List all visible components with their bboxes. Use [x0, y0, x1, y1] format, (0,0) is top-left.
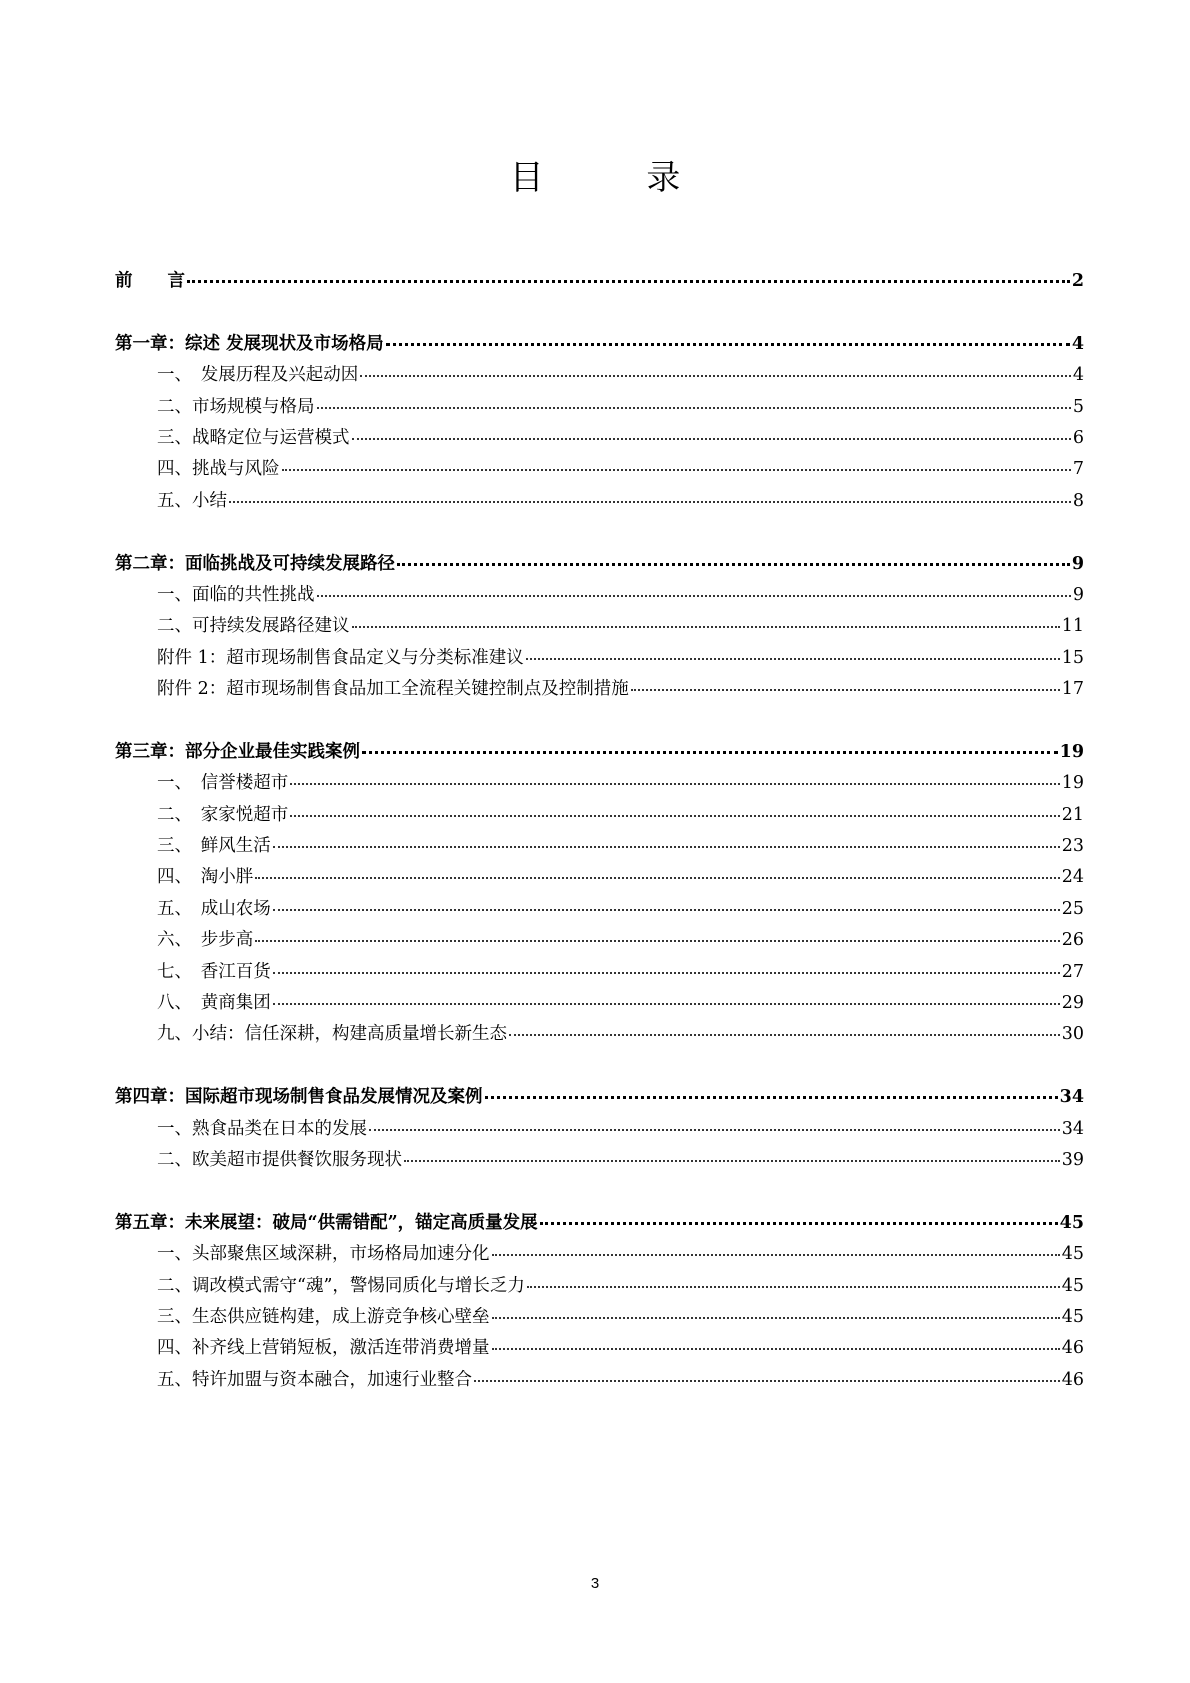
toc-entry-label: 四、挑战与风险 [157, 459, 280, 480]
toc-entry-page: 45 [1061, 1275, 1084, 1296]
toc-entry-page: 23 [1061, 836, 1084, 857]
dot-leader [474, 1379, 1060, 1382]
dot-leader [492, 1253, 1060, 1256]
dot-leader [255, 876, 1059, 879]
toc-section-entry[interactable] [115, 1303, 1084, 1334]
dot-leader [492, 1316, 1060, 1319]
table-of-contents [115, 267, 1084, 1397]
toc-section-entry[interactable] [115, 1020, 1084, 1051]
toc-entry-page: 39 [1061, 1149, 1084, 1170]
toc-section-entry[interactable] [115, 958, 1084, 989]
toc-section-entry[interactable] [115, 675, 1084, 706]
toc-entry-page: 25 [1061, 898, 1084, 919]
toc-entry-label: 三、 鲜风生活 [157, 836, 271, 857]
dot-leader [273, 1002, 1060, 1005]
toc-section-entry[interactable] [115, 1115, 1084, 1146]
toc-entry-page: 9 [1072, 584, 1084, 605]
dot-leader [526, 657, 1060, 660]
toc-chapter-entry[interactable] [115, 550, 1084, 581]
toc-section-entry[interactable] [115, 1272, 1084, 1303]
toc-section-entry[interactable] [115, 361, 1084, 392]
toc-entry-label: 七、 香江百货 [157, 961, 271, 982]
section-gap [115, 518, 1084, 549]
page-number: 3 [590, 1575, 600, 1592]
toc-chapter-entry[interactable] [115, 1209, 1084, 1240]
dot-leader [273, 971, 1060, 974]
dot-leader [631, 688, 1060, 691]
toc-entry-label: 三、生态供应链构建，成上游竞争核心壁垒 [157, 1306, 490, 1327]
toc-section-entry[interactable] [115, 863, 1084, 894]
dot-leader [352, 437, 1071, 440]
dot-leader [362, 750, 1058, 754]
toc-entry-page: 45 [1061, 1306, 1084, 1327]
section-gap [115, 1052, 1084, 1083]
toc-entry-label: 前 言 [115, 271, 185, 291]
toc-entry-page: 29 [1061, 992, 1084, 1013]
toc-entry-page: 19 [1059, 741, 1084, 762]
toc-entry-page: 34 [1061, 1118, 1084, 1139]
toc-entry-page: 17 [1061, 679, 1084, 700]
page-title: 目 录 [509, 158, 727, 198]
toc-entry-label: 一、 发展历程及兴起动因 [157, 365, 359, 386]
toc-section-entry[interactable] [115, 455, 1084, 486]
toc-section-entry[interactable] [115, 612, 1084, 643]
toc-section-entry[interactable] [115, 1240, 1084, 1271]
toc-section-entry[interactable] [115, 832, 1084, 863]
dot-leader [317, 594, 1071, 597]
toc-section-entry[interactable] [115, 424, 1084, 455]
toc-entry-page: 21 [1061, 804, 1084, 825]
toc-entry-page: 46 [1061, 1338, 1084, 1359]
dot-leader [492, 1347, 1060, 1350]
toc-section-entry[interactable] [115, 644, 1084, 675]
dot-leader [386, 342, 1070, 346]
toc-section-entry[interactable] [115, 393, 1084, 424]
toc-entry-page: 34 [1059, 1087, 1084, 1108]
toc-chapter-entry[interactable] [115, 738, 1084, 769]
toc-entry-label: 二、欧美超市提供餐饮服务现状 [157, 1149, 402, 1170]
dot-leader [485, 1095, 1058, 1099]
toc-entry-label: 第四章：国际超市现场制售食品发展情况及案例 [115, 1087, 483, 1108]
toc-entry-page: 15 [1061, 647, 1084, 668]
dot-leader [229, 500, 1071, 503]
toc-entry-page: 4 [1072, 365, 1084, 386]
toc-entry-label: 附件 1：超市现场制售食品定义与分类标准建议 [157, 647, 524, 668]
toc-section-entry[interactable] [115, 989, 1084, 1020]
toc-entry-label: 一、面临的共性挑战 [157, 584, 315, 605]
dot-leader [397, 562, 1070, 566]
toc-entry-label: 第五章：未来展望：破局“供需错配”，锚定高质量发展 [115, 1212, 538, 1233]
toc-entry-page: 24 [1061, 867, 1084, 888]
toc-entry-label: 一、熟食品类在日本的发展 [157, 1118, 367, 1139]
toc-entry-page: 27 [1061, 961, 1084, 982]
toc-entry-label: 三、战略定位与运营模式 [157, 427, 350, 448]
toc-entry-page: 46 [1061, 1369, 1084, 1390]
toc-section-entry[interactable] [115, 801, 1084, 832]
dot-leader [360, 374, 1071, 377]
toc-entry-label: 一、 信誉楼超市 [157, 773, 289, 794]
toc-entry-label: 八、 黄商集团 [157, 992, 271, 1013]
toc-entry-label: 一、头部聚焦区域深耕，市场格局加速分化 [157, 1244, 490, 1265]
toc-entry-label: 二、可持续发展路径建议 [157, 616, 350, 637]
toc-entry-label: 附件 2：超市现场制售食品加工全流程关键控制点及控制措施 [157, 679, 629, 700]
toc-entry-label: 第一章：综述 发展现状及市场格局 [115, 333, 384, 354]
toc-entry-label: 二、调改模式需守“魂”，警惕同质化与增长乏力 [157, 1275, 525, 1296]
toc-section-entry[interactable] [115, 1366, 1084, 1397]
dot-leader [290, 782, 1059, 785]
dot-leader [369, 1128, 1060, 1131]
toc-entry-label: 第二章：面临挑战及可持续发展路径 [115, 553, 395, 574]
toc-entry-page: 45 [1059, 1212, 1084, 1233]
toc-entry-label: 四、补齐线上营销短板，激活连带消费增量 [157, 1338, 490, 1359]
toc-entry-page: 5 [1072, 396, 1084, 417]
toc-entry-page: 26 [1061, 930, 1084, 951]
toc-entry-page: 19 [1061, 773, 1084, 794]
toc-entry-label: 二、 家家悦超市 [157, 804, 289, 825]
dot-leader [255, 939, 1059, 942]
toc-entry-page: 2 [1071, 271, 1084, 291]
toc-entry-label: 四、 淘小胖 [157, 867, 254, 888]
section-gap [115, 706, 1084, 737]
toc-entry-page: 6 [1072, 427, 1084, 448]
toc-entry-label: 九、小结：信任深耕，构建高质量增长新生态 [157, 1024, 507, 1045]
toc-section-entry[interactable] [115, 895, 1084, 926]
toc-section-entry[interactable] [115, 487, 1084, 518]
toc-entry-page: 30 [1061, 1024, 1084, 1045]
section-gap [115, 1177, 1084, 1208]
section-gap [115, 298, 1084, 329]
toc-section-entry[interactable] [115, 1146, 1084, 1177]
toc-entry-label: 五、 成山农场 [157, 898, 271, 919]
dot-leader [509, 1033, 1060, 1036]
toc-entry-page: 45 [1061, 1244, 1084, 1265]
toc-entry-label: 五、小结 [157, 490, 227, 511]
toc-section-entry[interactable] [115, 769, 1084, 800]
toc-entry-page: 11 [1061, 616, 1084, 637]
toc-section-entry[interactable] [115, 581, 1084, 612]
toc-entry-label: 二、市场规模与格局 [157, 396, 315, 417]
dot-leader [273, 908, 1060, 911]
toc-entry-label: 五、特许加盟与资本融合，加速行业整合 [157, 1369, 472, 1390]
toc-chapter-entry[interactable] [115, 267, 1084, 298]
toc-chapter-entry[interactable] [115, 1083, 1084, 1114]
toc-entry-page: 9 [1071, 553, 1084, 574]
dot-leader [290, 814, 1059, 817]
dot-leader [187, 279, 1070, 283]
toc-entry-page: 8 [1072, 490, 1084, 511]
toc-entry-page: 4 [1071, 333, 1084, 354]
toc-chapter-entry[interactable] [115, 330, 1084, 361]
toc-entry-label: 第三章：部分企业最佳实践案例 [115, 741, 360, 762]
toc-section-entry[interactable] [115, 926, 1084, 957]
dot-leader [317, 406, 1071, 409]
dot-leader [352, 625, 1060, 628]
toc-entry-label: 六、 步步高 [157, 930, 254, 951]
dot-leader [527, 1285, 1060, 1288]
dot-leader [273, 845, 1060, 848]
dot-leader [282, 468, 1071, 471]
dot-leader [404, 1159, 1060, 1162]
toc-entry-page: 7 [1072, 459, 1084, 480]
dot-leader [540, 1221, 1058, 1225]
toc-section-entry[interactable] [115, 1334, 1084, 1365]
